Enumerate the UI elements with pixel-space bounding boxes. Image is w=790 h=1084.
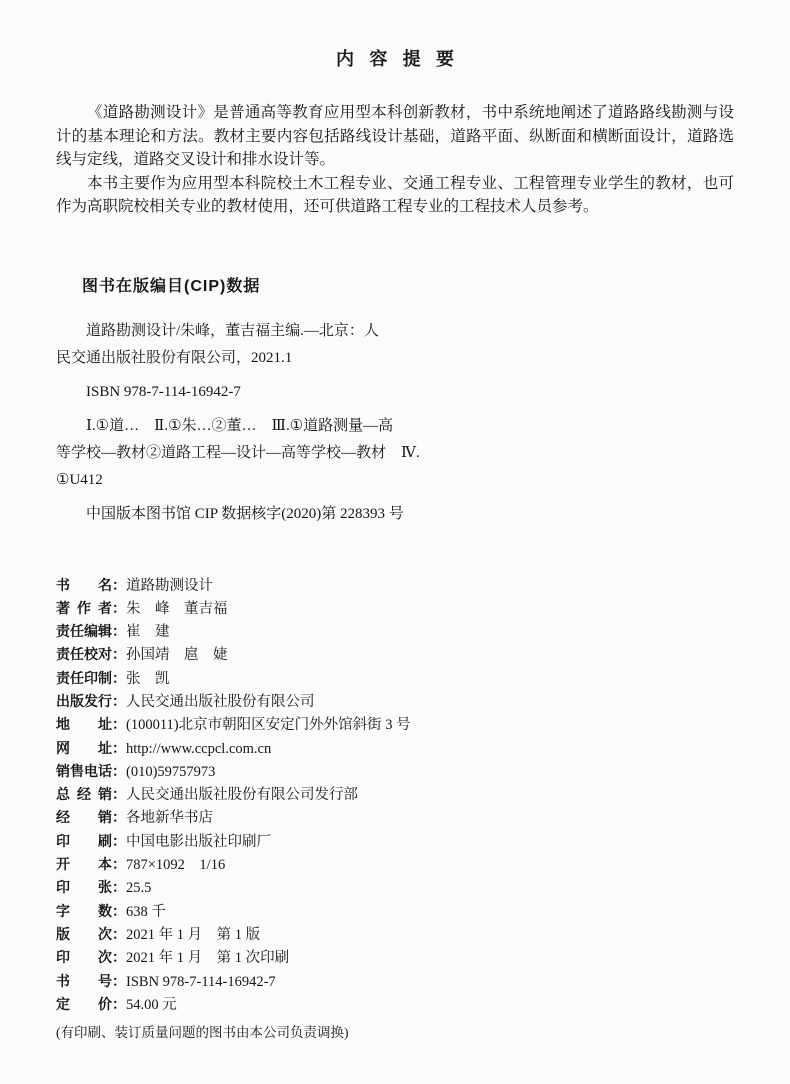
cip-line: 道路勘测设计/朱峰，董吉福主编.—北京：人 bbox=[86, 322, 379, 339]
colophon-colon: ： bbox=[112, 716, 126, 733]
colophon-row bbox=[56, 806, 734, 829]
colophon-value: 638 千 bbox=[126, 903, 166, 920]
colophon-colon: ： bbox=[112, 925, 126, 942]
colophon-label: 责任印制 bbox=[56, 669, 112, 686]
colophon-row bbox=[56, 923, 734, 946]
colophon-colon: ： bbox=[112, 786, 126, 803]
colophon-value: 孙国靖 扈 婕 bbox=[126, 647, 228, 664]
colophon-colon: ： bbox=[112, 623, 126, 640]
colophon-value: 张 凯 bbox=[126, 670, 170, 687]
colophon-colon: ： bbox=[112, 832, 126, 849]
colophon-label: 定价 bbox=[56, 995, 112, 1012]
colophon-value: 2021 年 1 月 第 1 版 bbox=[126, 926, 261, 943]
colophon-row bbox=[56, 876, 734, 899]
cip-line: ①U412 bbox=[56, 471, 103, 488]
colophon-value: 道路勘测设计 bbox=[126, 577, 213, 594]
colophon-colon: ： bbox=[112, 856, 126, 873]
colophon-row bbox=[56, 760, 734, 783]
colophon-label: 销售电话 bbox=[56, 762, 112, 779]
colophon-value: 人民交通出版社股份有限公司发行部 bbox=[126, 787, 358, 804]
colophon-value: 25.5 bbox=[126, 880, 152, 897]
colophon-value: 人民交通出版社股份有限公司 bbox=[126, 693, 315, 710]
colophon-colon: ： bbox=[112, 902, 126, 919]
colophon-row bbox=[56, 946, 734, 969]
colophon-row bbox=[56, 574, 734, 597]
colophon-label: 字数 bbox=[56, 902, 112, 919]
colophon-row bbox=[56, 783, 734, 806]
colophon bbox=[56, 574, 734, 1017]
summary-paragraph: 本书主要作为应用型本科院校土木工程专业、交通工程专业、工程管理专业学生的教材，也可作为高职院校相关专业的教材使用，还可供道路工程专业的工程技术人员参考。 bbox=[56, 174, 734, 215]
colophon-label: 总经销 bbox=[56, 786, 112, 803]
colophon-label: 经销 bbox=[56, 809, 112, 826]
colophon-value: (100011)北京市朝阳区安定门外外馆斜街 3 号 bbox=[126, 717, 411, 734]
colophon-label: 网址 bbox=[56, 739, 112, 756]
content-summary-title: 内容提要 bbox=[336, 49, 470, 69]
colophon-value: 崔 建 bbox=[126, 624, 170, 641]
colophon-colon: ： bbox=[112, 692, 126, 709]
colophon-colon: ： bbox=[112, 879, 126, 896]
colophon-label: 印次 bbox=[56, 949, 112, 966]
cip-line: 中国版本图书馆 CIP 数据核字(2020)第 228393 号 bbox=[86, 505, 404, 522]
colophon-row bbox=[56, 830, 734, 853]
colophon-label: 版次 bbox=[56, 925, 112, 942]
colophon-value: 中国电影出版社印刷厂 bbox=[126, 833, 271, 850]
cip-line: Ⅰ.①道… Ⅱ.①朱…②董… Ⅲ.①道路测量—高 bbox=[86, 417, 394, 434]
colophon-colon: ： bbox=[112, 809, 126, 826]
colophon-label: 责任校对 bbox=[56, 646, 112, 663]
colophon-label: 书名 bbox=[56, 576, 112, 593]
colophon-colon: ： bbox=[112, 576, 126, 593]
colophon-value: 787×1092 1/16 bbox=[126, 857, 226, 874]
colophon-colon: ： bbox=[112, 972, 126, 989]
colophon-value: ISBN 978-7-114-16942-7 bbox=[126, 973, 276, 990]
summary-paragraph: 《道路勘测设计》是普通高等教育应用型本科创新教材，书中系统地阐述了道路路线勘测与设计的基本理论和方法。教材主要内容包括路线设计基础，道路平面、纵断面和横断面设计，道路选线与定线，道路交叉设计和排水设计等。 bbox=[56, 104, 734, 168]
cip-heading: 图书在版编目(CIP)数据 bbox=[82, 277, 261, 295]
colophon-colon: ： bbox=[112, 669, 126, 686]
colophon-row bbox=[56, 620, 734, 643]
colophon-value: 各地新华书店 bbox=[126, 810, 213, 827]
colophon-colon: ： bbox=[112, 599, 126, 616]
colophon-value: 54.00 元 bbox=[126, 996, 177, 1013]
cip-line: 民交通出版社股份有限公司，2021.1 bbox=[56, 349, 293, 366]
colophon-value: (010)59757973 bbox=[126, 763, 216, 780]
colophon-colon: ： bbox=[112, 762, 126, 779]
colophon-row bbox=[56, 597, 734, 620]
colophon-row bbox=[56, 993, 734, 1016]
cip-block bbox=[56, 318, 486, 528]
colophon-row bbox=[56, 667, 734, 690]
colophon-label: 责任编辑 bbox=[56, 623, 112, 640]
colophon-label: 开本 bbox=[56, 856, 112, 873]
colophon-value: 2021 年 1 月 第 1 次印刷 bbox=[126, 950, 290, 967]
cip-line: ISBN 978-7-114-16942-7 bbox=[86, 383, 241, 400]
colophon-row bbox=[56, 690, 734, 713]
cip-line: 等学校—教材②道路工程—设计—高等学校—教材 Ⅳ. bbox=[56, 444, 420, 461]
colophon-row bbox=[56, 643, 734, 666]
colophon-row bbox=[56, 713, 734, 736]
colophon-label: 印刷 bbox=[56, 832, 112, 849]
colophon-colon: ： bbox=[112, 646, 126, 663]
colophon-label: 书号 bbox=[56, 972, 112, 989]
colophon-colon: ： bbox=[112, 739, 126, 756]
colophon-value: http://www.ccpcl.com.cn bbox=[126, 740, 272, 757]
colophon-label: 出版发行 bbox=[56, 692, 112, 709]
colophon-label: 著作者 bbox=[56, 599, 112, 616]
content-summary bbox=[56, 101, 734, 219]
colophon-value: 朱 峰 董吉福 bbox=[126, 600, 228, 617]
colophon-label: 地址 bbox=[56, 716, 112, 733]
colophon-row bbox=[56, 900, 734, 923]
colophon-colon: ： bbox=[112, 995, 126, 1012]
colophon-row bbox=[56, 970, 734, 993]
colophon-row bbox=[56, 853, 734, 876]
colophon-label: 印张 bbox=[56, 879, 112, 896]
colophon-colon: ： bbox=[112, 949, 126, 966]
colophon-row bbox=[56, 737, 734, 760]
footer-note: (有印刷、装订质量问题的图书由本公司负责调换) bbox=[56, 1025, 349, 1041]
